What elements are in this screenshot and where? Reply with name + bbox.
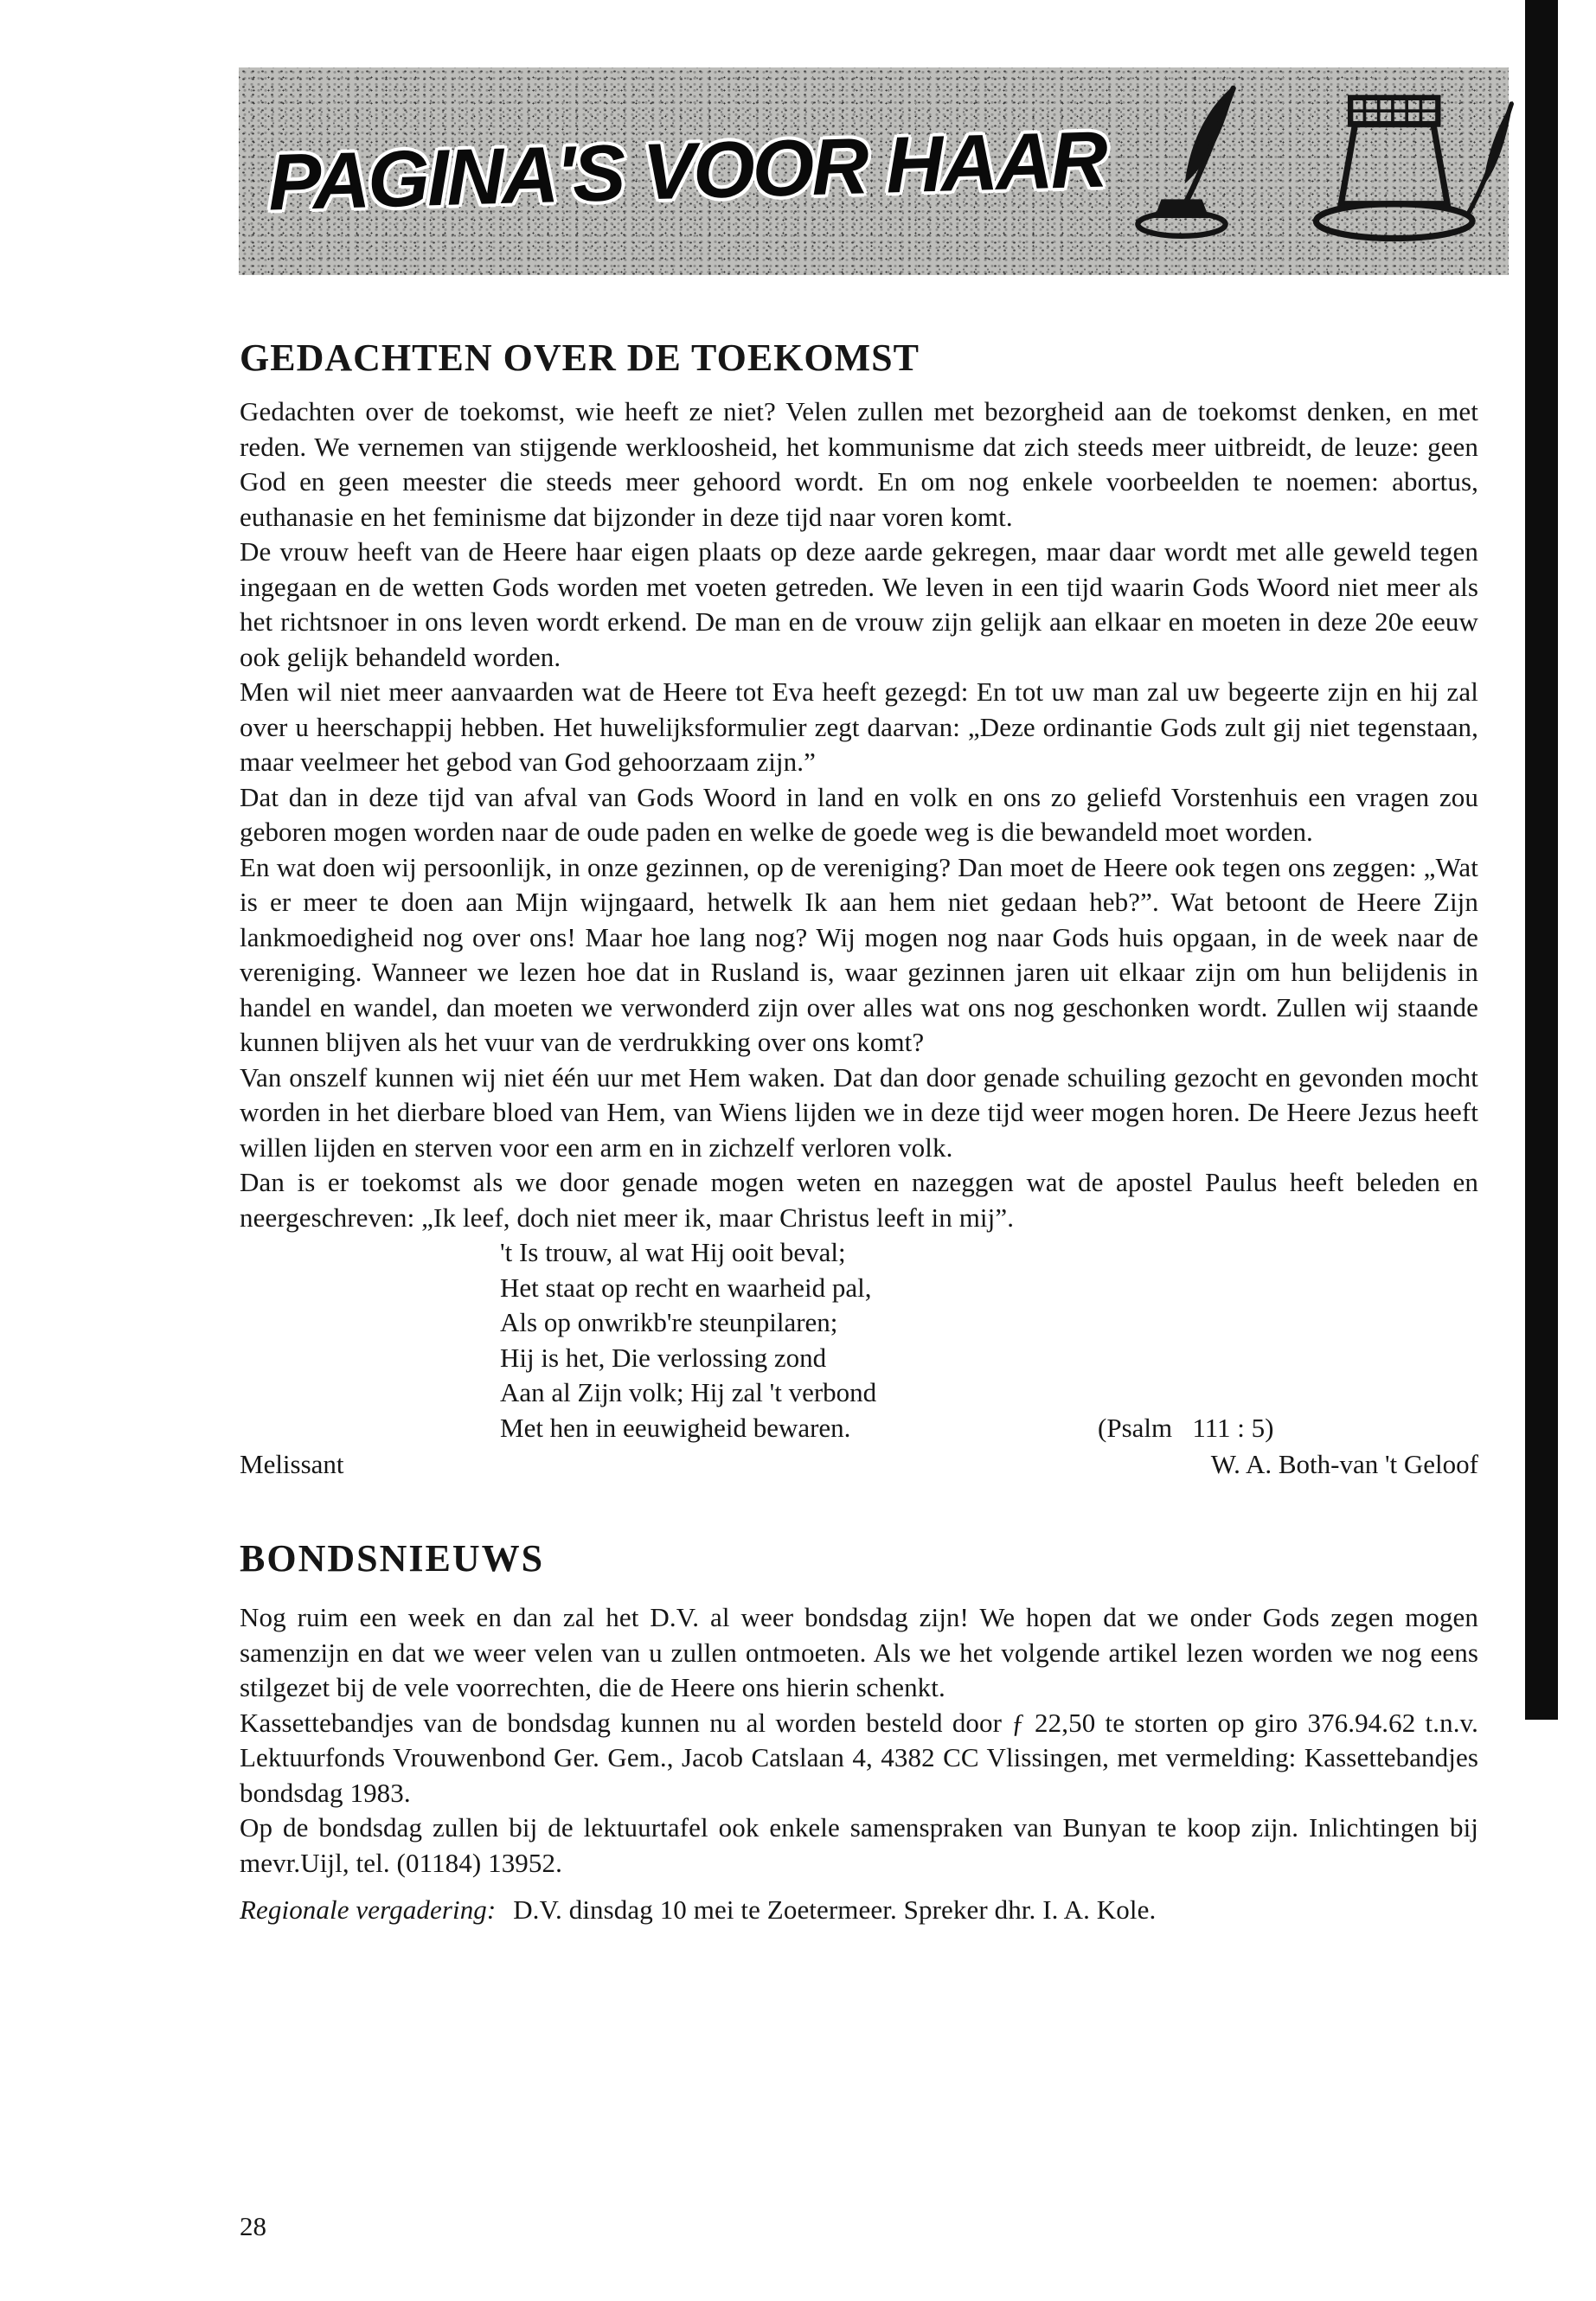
page-header-banner bbox=[239, 67, 1509, 275]
article-paragraph: Op de bondsdag zullen bij de lektuurtafel ook enkele samenspraken van Bunyan te koop zijn. Inlichtingen bij mevr.Uijl, tel. (01184) 13952. bbox=[240, 1812, 1478, 1878]
banner-title: PAGINA'S VOOR HAAR bbox=[266, 115, 1107, 227]
poem-line: Aan al Zijn volk; Hij zal 't verbond bbox=[500, 1377, 877, 1408]
signature-place: Melissant bbox=[240, 1449, 344, 1480]
text-column bbox=[240, 337, 1478, 1928]
article-heading-toekomst: GEDACHTEN OVER DE TOEKOMST bbox=[240, 336, 920, 379]
poem-line: Met hen in eeuwigheid bewaren. bbox=[500, 1412, 851, 1443]
article-paragraph: Nog ruim een week en dan zal het D.V. al weer bondsdag zijn! We hopen dat we onder Gods zegen mogen samenzijn en dat we weer velen van u zullen ontmoeten. Als we het volgende artikel lezen worden we nog eens stilgezet bij de vele voorrechten, die de Heere ons hierin schenkt. bbox=[240, 1602, 1478, 1703]
article-paragraph: En wat doen wij persoonlijk, in onze gezinnen, op de vereniging? Dan moet de Heere ook tegen ons zeggen: „Wat is er meer te doen aan Mijn wijngaard, hetwelk Ik aan hem niet gedaan heb?”. Wat betoont de Heere Zijn lankmoedigheid nog over ons! Maar hoe lang nog? Wij mogen nog naar Gods huis opgaan, in de week naar de vereniging. Wanneer we lezen hoe dat in Rusland is, waar gezinnen jaren uit elkaar zijn om hun belijdenis in handel en wandel, dan moeten we verwonderd zijn over alles wat ons nog geschonken wordt. Zullen wij staande kunnen blijven als het vuur van de verdrukking over ons komt? bbox=[240, 851, 1478, 1058]
article-paragraph: Van onszelf kunnen wij niet één uur met Hem waken. Dat dan door genade schuiling gezocht en gevonden mocht worden in het dierbare bloed van Hem, van Wiens lijden we in deze tijd weer mogen horen. De Heere Jezus heeft willen lijden en sterven voor een arm en in zichzelf verloren volk. bbox=[240, 1061, 1478, 1163]
quill-icon bbox=[1138, 85, 1234, 235]
poem-line: Als op onwrikb're steunpilaren; bbox=[500, 1307, 838, 1338]
regional-meeting-label: Regionale vergadering: bbox=[240, 1894, 497, 1926]
article-paragraph: Dat dan in deze tijd van afval van Gods Woord in land en volk en ons zo geliefd Vorstenhuis een vragen zou geboren mogen worden naar de oude paden en welke de goede weg is die bewandeld moet worden. bbox=[240, 781, 1478, 848]
regional-meeting-line bbox=[240, 1893, 1478, 1928]
page-number: 28 bbox=[240, 2211, 266, 2241]
regional-meeting-text: D.V. dinsdag 10 mei te Zoetermeer. Spreker dhr. I. A. Kole. bbox=[513, 1894, 1157, 1926]
article-paragraph: Gedachten over de toekomst, wie heeft ze niet? Velen zullen met bezorgheid aan de toekomst denken, en met reden. We vernemen van stijgende werkloosheid, het kommunisme dat zich steeds meer uitbreidt, de leuze: geen God en geen meester die steeds meer gehoord wordt. En om nog enkele voorbeelden te noemen: abortus, euthanasie en het feminisme dat bijzonder in deze tijd naar voren komt. bbox=[240, 396, 1478, 532]
article-body-bondsnieuws bbox=[240, 1600, 1478, 1928]
poem-line: Hij is het, Die verlossing zond bbox=[500, 1342, 827, 1373]
psalm-poem bbox=[500, 1235, 1478, 1445]
psalm-reference: (Psalm 111 : 5) bbox=[1098, 1412, 1274, 1443]
article-paragraph: Kassettebandjes van de bondsdag kunnen nu al worden besteld door ƒ 22,50 te storten op giro 376.94.62 t.n.v. Lektuurfonds Vrouwenbond Ger. Gem., Jacob Catslaan 4, 4382 CC Vlissingen, met vermelding: Kassettebandjes bondsdag 1983. bbox=[240, 1707, 1478, 1808]
inkwell-icon bbox=[1316, 97, 1513, 238]
poem-line: 't Is trouw, al wat Hij ooit beval; bbox=[500, 1237, 846, 1268]
article-paragraph: Dan is er toekomst als we door genade mogen weten en nazeggen wat de apostel Paulus heeft beleden en neergeschreven: „Ik leef, doch niet meer ik, maar Christus leeft in mij”. bbox=[240, 1167, 1478, 1233]
poem-line: Het staat op recht en waarheid pal, bbox=[500, 1272, 872, 1303]
section-bondsnieuws bbox=[240, 1538, 1478, 1928]
article-paragraph: De vrouw heeft van de Heere haar eigen plaats op deze aarde gekregen, maar daar wordt met alle geweld tegen ingegaan en de wetten Gods worden met voeten getreden. We leven in een tijd waarin Gods Woord niet meer als het richtsnoer in ons leven wordt erkend. De man en de vrouw zijn gelijk aan elkaar en moeten in deze 20e eeuw ook gelijk behandeld worden. bbox=[240, 536, 1478, 672]
signature-row bbox=[240, 1447, 1478, 1483]
quill-and-inkwell-icon bbox=[1116, 80, 1522, 263]
article-body-toekomst bbox=[240, 394, 1478, 1235]
signature-author: W. A. Both-van 't Geloof bbox=[1210, 1449, 1478, 1480]
right-edge-black-bar bbox=[1525, 0, 1558, 1720]
article-paragraph: Men wil niet meer aanvaarden wat de Heere tot Eva heeft gezegd: En tot uw man zal uw begeerte zijn en hij zal over u heerschappij hebben. Het huwelijksformulier zegt daarvan: „Deze ordinantie Gods zult gij niet tegenstaan, maar veelmeer het gebod van God gehoorzaam zijn.” bbox=[240, 676, 1478, 778]
article-heading-bondsnieuws: BONDSNIEUWS bbox=[240, 1536, 545, 1580]
